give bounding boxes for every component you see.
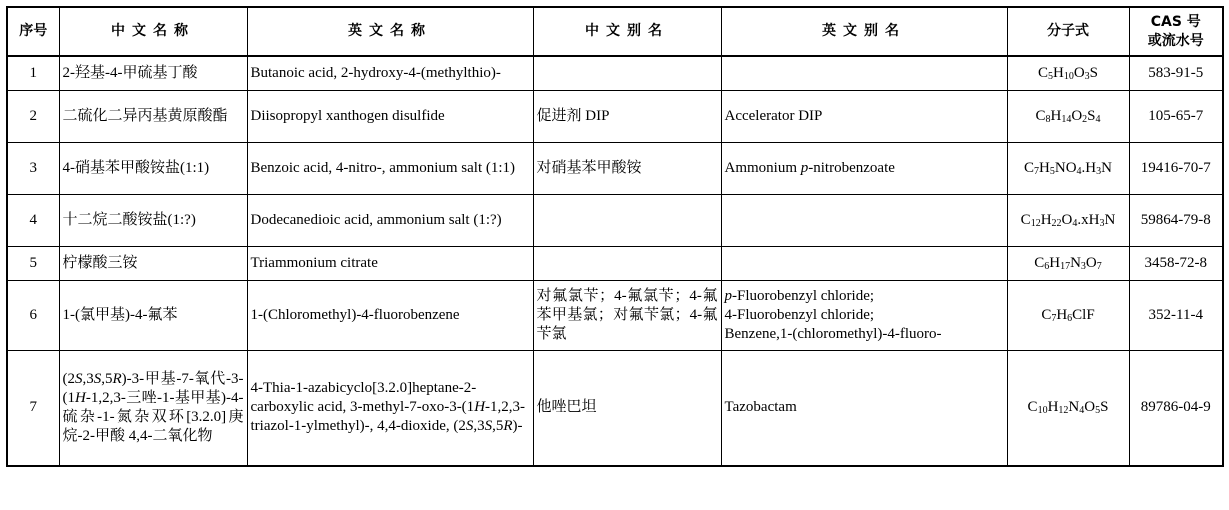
cell-seq: 3	[7, 142, 59, 194]
formula-element: S	[1100, 399, 1109, 416]
formula-subscript: 6	[1067, 312, 1073, 324]
formula-subscript: 17	[1060, 260, 1071, 272]
formula-element: O	[1085, 254, 1097, 271]
cell-cas: 59864-79-8	[1129, 194, 1223, 246]
formula-element: C	[1020, 211, 1031, 228]
en-name-part: ,5	[492, 418, 504, 435]
cell-en-name: Triammonium citrate	[247, 246, 533, 280]
cell-en-name: 1-(Chloromethyl)-4-fluorobenzene	[247, 280, 533, 350]
cell-zh-name: 柠檬酸三铵	[59, 246, 247, 280]
table-row	[7, 246, 1223, 280]
formula-subscript: 14	[1061, 113, 1072, 125]
table-row	[7, 56, 1223, 90]
cell-seq: 2	[7, 90, 59, 142]
formula-subscript: 12	[1058, 405, 1069, 417]
cell-cas: 583-91-5	[1129, 56, 1223, 90]
zh-name-part: ,5	[101, 370, 113, 387]
formula-element: H	[1040, 211, 1052, 228]
formula-subscript: 5	[1047, 70, 1053, 82]
cell-en-alias	[721, 142, 1007, 194]
cell-zh-alias: 促进剂 DIP	[533, 90, 721, 142]
cell-zh-alias: 对氟氯苄；4-氟氯苄；4-氟苯甲基氯；对氟苄氯；4-氟苄氯	[533, 280, 721, 350]
cell-formula	[1007, 246, 1129, 280]
cell-cas: 89786-04-9	[1129, 350, 1223, 466]
en-name-part: 3-methyl-7-oxo-3-(1	[350, 399, 475, 416]
cell-seq: 5	[7, 246, 59, 280]
formula-subscript: 4	[1079, 405, 1085, 417]
table-row	[7, 194, 1223, 246]
chemical-table	[6, 6, 1224, 467]
cell-en-alias	[721, 280, 1007, 350]
cell-formula	[1007, 142, 1129, 194]
formula-subscript: 3	[1084, 70, 1090, 82]
formula-subscript: 8	[1045, 113, 1051, 125]
cell-zh-name: 二硫化二异丙基黄原酸酯	[59, 90, 247, 142]
formula-element: O	[1061, 211, 1073, 228]
en-name-italic: H	[474, 399, 486, 416]
cell-formula	[1007, 280, 1129, 350]
header-en-alias: 英文别名	[721, 7, 1007, 56]
formula-element: C	[1024, 159, 1035, 176]
cell-en-name	[247, 350, 533, 466]
table-row	[7, 350, 1223, 466]
formula-subscript: 4	[1095, 113, 1101, 125]
table-row	[7, 90, 1223, 142]
cell-zh-name	[59, 350, 247, 466]
header-seq: 序号	[7, 7, 59, 56]
header-formula: 分子式	[1007, 7, 1129, 56]
formula-subscript: 22	[1051, 217, 1062, 229]
en-name-line1: 4-Thia-1-azabicyclo[3.2.0]heptane-2-carboxylic acid,	[250, 380, 477, 416]
header-cas-line2: 或流水号	[1147, 32, 1204, 49]
cell-en-alias: Accelerator DIP	[721, 90, 1007, 142]
formula-subscript: 4	[1076, 165, 1082, 177]
formula-element: O	[1084, 399, 1096, 416]
header-cas	[1129, 7, 1223, 56]
formula-subscript: 3	[1080, 260, 1086, 272]
formula-element: C	[1027, 399, 1038, 416]
cell-cas: 352-11-4	[1129, 280, 1223, 350]
en-alias-line2: 4-Fluorobenzyl chloride;	[724, 306, 875, 323]
formula-element: NO	[1054, 159, 1077, 176]
cell-en-alias	[721, 56, 1007, 90]
cell-zh-name: 十二烷二酸铵盐(1:?)	[59, 194, 247, 246]
formula-subscript: 7	[1051, 312, 1057, 324]
formula-element: H	[1047, 399, 1059, 416]
cell-formula	[1007, 194, 1129, 246]
formula-element: H	[1050, 107, 1062, 124]
zh-name-part: ,3	[82, 370, 94, 387]
header-en-name: 英文名称	[247, 7, 533, 56]
formula-subscript: 3	[1099, 217, 1105, 229]
en-name-italic: S	[465, 418, 474, 435]
cell-formula	[1007, 350, 1129, 466]
cell-cas: 105-65-7	[1129, 90, 1223, 142]
formula-element: H	[1039, 159, 1050, 176]
cell-cas: 3458-72-8	[1129, 246, 1223, 280]
formula-subscript: 5	[1049, 165, 1055, 177]
formula-subscript: 5	[1095, 405, 1101, 417]
cell-seq: 7	[7, 350, 59, 466]
formula-element: S	[1087, 107, 1096, 124]
formula-element: H	[1052, 64, 1064, 81]
en-alias-line3: Benzene,1-(chloromethyl)-4-fluoro-	[724, 325, 942, 342]
formula-element: N	[1070, 254, 1081, 271]
cell-en-name: Benzoic acid, 4-nitro-, ammonium salt (1:1)	[247, 142, 533, 194]
formula-subscript: 4	[1072, 217, 1078, 229]
cell-cas: 19416-70-7	[1129, 142, 1223, 194]
header-zh-alias: 中文别名	[533, 7, 721, 56]
zh-name-italic: S	[93, 370, 102, 387]
formula-element: C	[1041, 306, 1052, 323]
formula-element: O	[1071, 107, 1083, 124]
en-alias-line1	[725, 287, 1004, 306]
en-name-part: -1,2,3-triazol-1-ylmethyl)-, 4,4-dioxide, (2	[250, 399, 526, 435]
cell-zh-alias: 他唑巴坦	[533, 350, 721, 466]
formula-element: C	[1037, 64, 1048, 81]
formula-element: N	[1101, 159, 1112, 176]
header-zh-name: 中文名称	[59, 7, 247, 56]
cell-zh-alias	[533, 194, 721, 246]
formula-element: .xH	[1077, 211, 1100, 228]
formula-subscript: 3	[1096, 165, 1102, 177]
formula-element: C	[1034, 254, 1045, 271]
en-alias-pre: Ammonium	[724, 159, 801, 176]
en-name-italic: S	[484, 418, 493, 435]
formula-element: C	[1035, 107, 1046, 124]
formula-subscript: 6	[1044, 260, 1050, 272]
formula-element: N	[1068, 399, 1080, 416]
cell-zh-name: 2-羟基-4-甲硫基丁酸	[59, 56, 247, 90]
cell-zh-name: 4-硝基苯甲酸铵盐(1:1)	[59, 142, 247, 194]
en-alias-line1-italic: p	[724, 287, 732, 304]
en-alias-italic: p	[800, 159, 809, 176]
formula-element: .H	[1081, 159, 1097, 176]
zh-name-part: -1,2,3-三唑-1-基甲基)-4-硫杂-1-氮杂双环[3.2.0]庚烷-2-甲酸 4,4-二氧化物	[62, 389, 244, 444]
cell-formula	[1007, 56, 1129, 90]
cell-en-name: Butanoic acid, 2-hydroxy-4-(methylthio)-	[247, 56, 533, 90]
cell-seq: 4	[7, 194, 59, 246]
cell-en-alias	[721, 194, 1007, 246]
formula-element: N	[1104, 211, 1116, 228]
en-name-part: )-	[512, 418, 523, 435]
header-cas-line1: CAS 号	[1150, 13, 1201, 30]
cell-zh-name: 1-(氯甲基)-4-氟苯	[59, 280, 247, 350]
zh-name-part: )-3-甲基-7-氧代-3-(1	[62, 370, 244, 406]
zh-name-italic: H	[75, 389, 86, 406]
en-name-part: ,3	[473, 418, 485, 435]
formula-subscript: 10	[1063, 70, 1074, 82]
document-page	[6, 6, 1222, 467]
formula-element: ClF	[1072, 306, 1095, 323]
cell-zh-alias	[533, 56, 721, 90]
formula-subscript: 12	[1030, 217, 1041, 229]
formula-subscript: 10	[1037, 405, 1048, 417]
en-alias-line1-rest: -Fluorobenzyl chloride;	[732, 287, 875, 304]
formula-element: O	[1073, 64, 1085, 81]
en-name-italic: R	[503, 418, 513, 435]
cell-en-alias	[721, 246, 1007, 280]
cell-en-name: Diisopropyl xanthogen disulfide	[247, 90, 533, 142]
table-row	[7, 280, 1223, 350]
table-row	[7, 142, 1223, 194]
cell-seq: 1	[7, 56, 59, 90]
cell-formula	[1007, 90, 1129, 142]
formula-subscript: 7	[1034, 165, 1040, 177]
zh-name-italic: R	[112, 370, 122, 387]
formula-subscript: 2	[1082, 113, 1088, 125]
en-alias-post: -nitrobenzoate	[808, 159, 895, 176]
zh-name-italic: S	[75, 370, 83, 387]
cell-zh-alias	[533, 246, 721, 280]
cell-en-name: Dodecanedioic acid, ammonium salt (1:?)	[247, 194, 533, 246]
cell-zh-alias: 对硝基苯甲酸铵	[533, 142, 721, 194]
cell-en-alias: Tazobactam	[721, 350, 1007, 466]
formula-subscript: 7	[1096, 260, 1102, 272]
table-header-row	[7, 7, 1223, 56]
formula-element: S	[1089, 64, 1099, 81]
formula-element: H	[1049, 254, 1061, 271]
cell-seq: 6	[7, 280, 59, 350]
formula-element: H	[1056, 306, 1068, 323]
zh-name-part: (2	[62, 370, 75, 387]
